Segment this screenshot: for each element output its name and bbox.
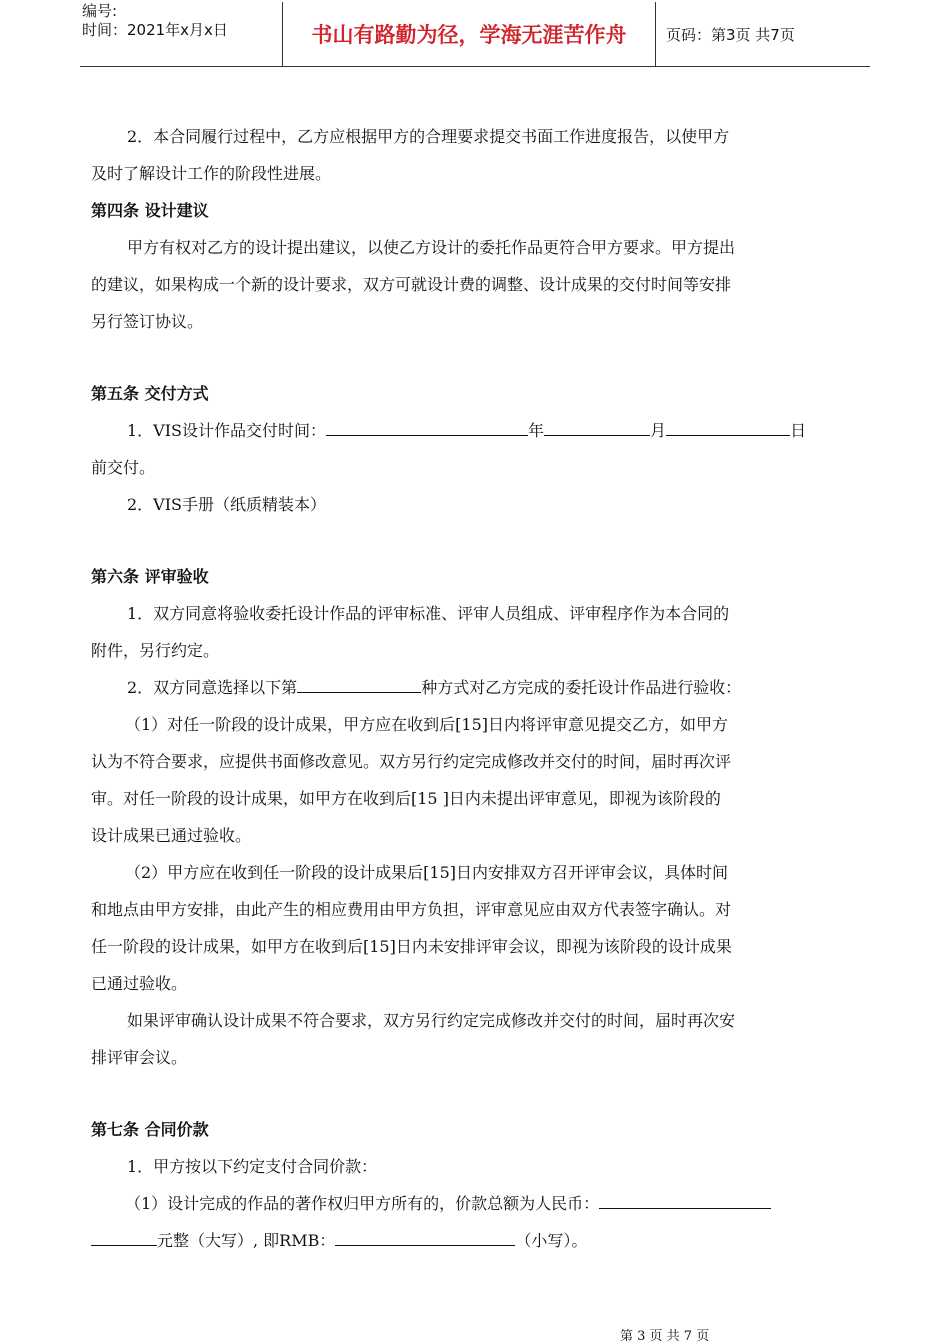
paragraph: 如果评审确认设计成果不符合要求，双方另行约定完成修改并交付的时间，届时再次安: [127, 1011, 736, 1030]
paragraph: 任一阶段的设计成果，如甲方在收到后[15]日内未安排评审会议，即视为该阶段的设计成果: [91, 937, 732, 956]
paragraph: 认为不符合要求，应提供书面修改意见。双方另行约定完成修改并交付的时间，届时再次评: [91, 752, 732, 771]
review-method-line: [91, 669, 861, 706]
blank-field: [599, 1194, 771, 1209]
header-page-label: 页码：第3页 共7页: [666, 25, 795, 44]
blank-field: [335, 1231, 515, 1246]
doc-code-label: 编号:: [82, 2, 118, 20]
paragraph: 另行签订协议。: [91, 312, 204, 331]
paragraph: 已通过验收。: [91, 974, 188, 993]
paragraph: 1．双方同意将验收委托设计作品的评审标准、评审人员组成、评审程序作为本合同的: [127, 604, 730, 623]
article-heading: 第五条 交付方式: [91, 384, 209, 403]
paragraph: 的建议，如果构成一个新的设计要求，双方可就设计费的调整、设计成果的交付时间等安排: [91, 275, 732, 294]
blank-field: [544, 421, 650, 436]
blank-field: [666, 421, 790, 436]
paragraph: 2．VIS手册（纸质精装本）: [127, 495, 327, 514]
paragraph: （2）甲方应在收到任一阶段的设计成果后[15]日内安排双方召开评审会议，具体时间: [125, 863, 729, 882]
paragraph: 附件，另行约定。: [91, 641, 220, 660]
page-footer: 第 3 页 共 7 页: [620, 1329, 710, 1344]
document-body: [91, 118, 861, 1259]
article-heading: 第六条 评审验收: [91, 567, 209, 586]
paragraph: 甲方有权对乙方的设计提出建议，以使乙方设计的委托作品更符合甲方要求。甲方提出: [127, 238, 736, 257]
header-motto: 书山有路勤为径，学海无涯苦作舟: [283, 2, 656, 66]
blank-field: [297, 678, 421, 693]
day-label: 日: [790, 421, 807, 440]
delivery-time-line: [91, 412, 861, 449]
paragraph: 排评审会议。: [91, 1048, 188, 1067]
doc-date-label: 时间：2021年x月x日: [82, 21, 228, 39]
paragraph: 审。对任一阶段的设计成果，如甲方在收到后[15 ]日内未提出评审意见，即视为该阶段的: [91, 789, 721, 808]
blank-field: [326, 421, 528, 436]
paragraph: （1）对任一阶段的设计成果，甲方应在收到后[15]日内将评审意见提交乙方，如甲方: [125, 715, 729, 734]
price-lowercase-label: （小写）。: [515, 1231, 588, 1250]
blank-field: [91, 1231, 157, 1246]
review-method-label: 2．双方同意选择以下第: [127, 678, 298, 697]
header-meta: [80, 2, 283, 66]
price-uppercase-label: 元整（大写）, 即RMB：: [157, 1231, 336, 1250]
review-method-text: 种方式对乙方完成的委托设计作品进行验收：: [421, 678, 742, 697]
month-label: 月: [650, 421, 667, 440]
price-line: [91, 1185, 861, 1222]
page-header: [80, 2, 870, 67]
paragraph: 设计成果已通过验收。: [91, 826, 252, 845]
delivery-time-label: 1．VIS设计作品交付时间：: [127, 421, 327, 440]
paragraph: 前交付。: [91, 458, 156, 477]
paragraph: 2．本合同履行过程中，乙方应根据甲方的合理要求提交书面工作进度报告，以使甲方: [127, 127, 730, 146]
paragraph: 及时了解设计工作的阶段性进展。: [91, 164, 332, 183]
price-line-continued: [91, 1222, 861, 1259]
paragraph: 和地点由甲方安排，由此产生的相应费用由甲方负担，评审意见应由双方代表签字确认。对: [91, 900, 732, 919]
article-heading: 第四条 设计建议: [91, 201, 209, 220]
paragraph: 1．甲方按以下约定支付合同价款：: [127, 1157, 378, 1176]
article-heading: 第七条 合同价款: [91, 1120, 209, 1139]
year-label: 年: [528, 421, 545, 440]
price-label: （1）设计完成的作品的著作权归甲方所有的，价款总额为人民币：: [125, 1194, 600, 1213]
